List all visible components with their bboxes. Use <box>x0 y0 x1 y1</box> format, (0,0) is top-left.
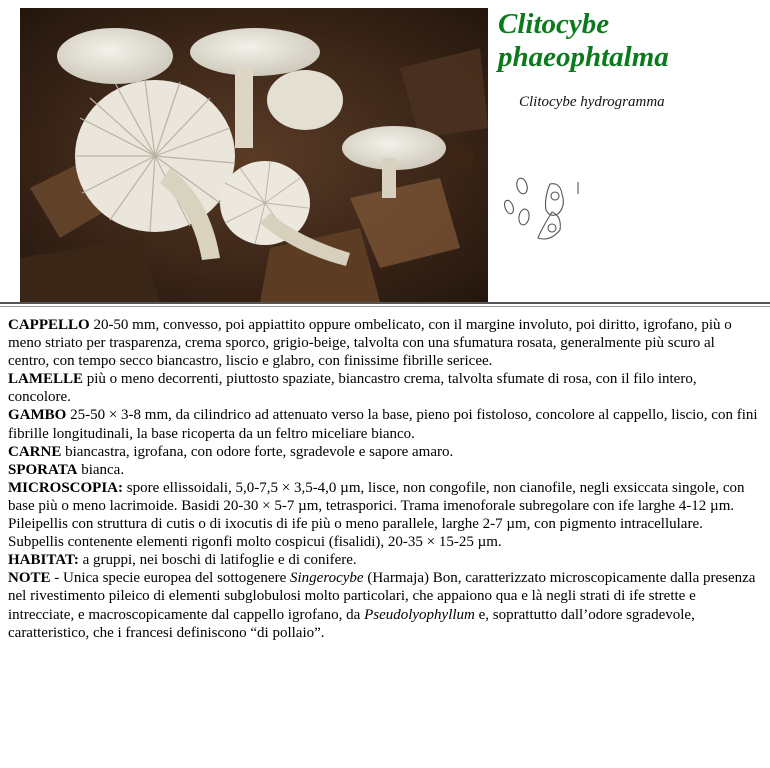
mushroom-photo <box>20 8 488 302</box>
section-text: - Unica specie europea del sottogenere <box>50 570 290 587</box>
section-text: più o meno decorrenti, piuttosto spaziate, biancastro crema, talvolta sfumate di rosa, con il filo intero, concolore. <box>8 371 697 406</box>
section-microscopia <box>8 479 758 551</box>
section-sporata <box>8 461 758 479</box>
section-label: GAMBO <box>8 407 67 424</box>
section-gambo <box>8 406 758 442</box>
section-label: SPORATA <box>8 461 78 478</box>
section-text: e, soprattutto dall’odore sgradevole, caratteristico, che i francesi definiscono “di pollaio”. <box>8 606 695 641</box>
title-line-1: Clitocybe <box>498 8 610 40</box>
synonym-name: Clitocybe hydrogramma <box>519 94 665 110</box>
genus-italic: Pseudolyophyllum <box>364 606 475 623</box>
section-label: HABITAT: <box>8 552 79 569</box>
section-label: CAPPELLO <box>8 317 90 333</box>
divider-line-thin <box>0 306 770 307</box>
section-lamelle <box>8 370 758 406</box>
section-label: CARNE <box>8 443 62 460</box>
section-text: spore ellissoidali, 5,0-7,5 × 3,5-4,0 µm, lisce, non congofile, non cianofile, negli exsiccata singole, con base più o meno lacrimoide. Basidi 20-30 × 5-7 µm, tetrasporici. Trama imenoforale subregolare con ife larghe 4-12 µm. Pileipellis con struttura di cutis o di ixocutis di ife più o meno parallele, larghe 2-7 µm, con pigmento intracellulare. Subpellis contenente elementi rigonfi molto cospicui (fisalidi), 20-35 × 15-25 µm. <box>8 479 745 551</box>
mushroom-photo-svg <box>20 8 488 302</box>
section-text: 25-50 × 3-8 mm, da cilindrico ad attenuato verso la base, pieno poi fistoloso, concolore al cappello, liscio, con fini fibrille longitudinali, la base ricoperta da un feltro miceliare bianco. <box>8 407 758 442</box>
section-cappello <box>8 316 758 370</box>
section-text: 20-50 mm, convesso, poi appiattito oppure ombelicato, con il margine involuto, poi diritto, igrofano, più o meno striato per trasparenza, crema sporco, grigio-beige, talvolta con una sfumatura rosata, generalmente più scuro al centro, con tempo secco biancastro, liscio e glabro, con finissime fibrille sericee. <box>8 317 732 370</box>
divider-line <box>0 302 770 304</box>
section-label: LAMELLE <box>8 371 84 388</box>
section-text: (Harmaja) Bon, caratterizzato microscopicamente dalla presenza nel rivestimento pileico di elementi subglobulosi molto particolari, che appaiono qua e là negli strati di ife strette e intrecciate, e macroscopicamente dal cappello igrofano, da <box>8 570 756 623</box>
section-habitat <box>8 551 758 569</box>
section-text: bianca. <box>77 461 125 478</box>
spore-drawing-icon <box>500 172 590 244</box>
section-text: a gruppi, nei boschi di latifoglie e di conifere. <box>78 552 357 569</box>
section-text: biancastra, igrofana, con odore forte, sgradevole e sapore amaro. <box>61 443 454 460</box>
section-label: NOTE <box>8 570 51 587</box>
description-body <box>8 316 758 642</box>
section-label: MICROSCOPIA: <box>8 479 123 496</box>
page-title <box>498 8 758 74</box>
section-carne <box>8 443 758 461</box>
genus-italic: Singerocybe <box>290 570 364 587</box>
title-line-2: phaeophtalma <box>498 41 669 73</box>
section-note <box>8 569 758 641</box>
